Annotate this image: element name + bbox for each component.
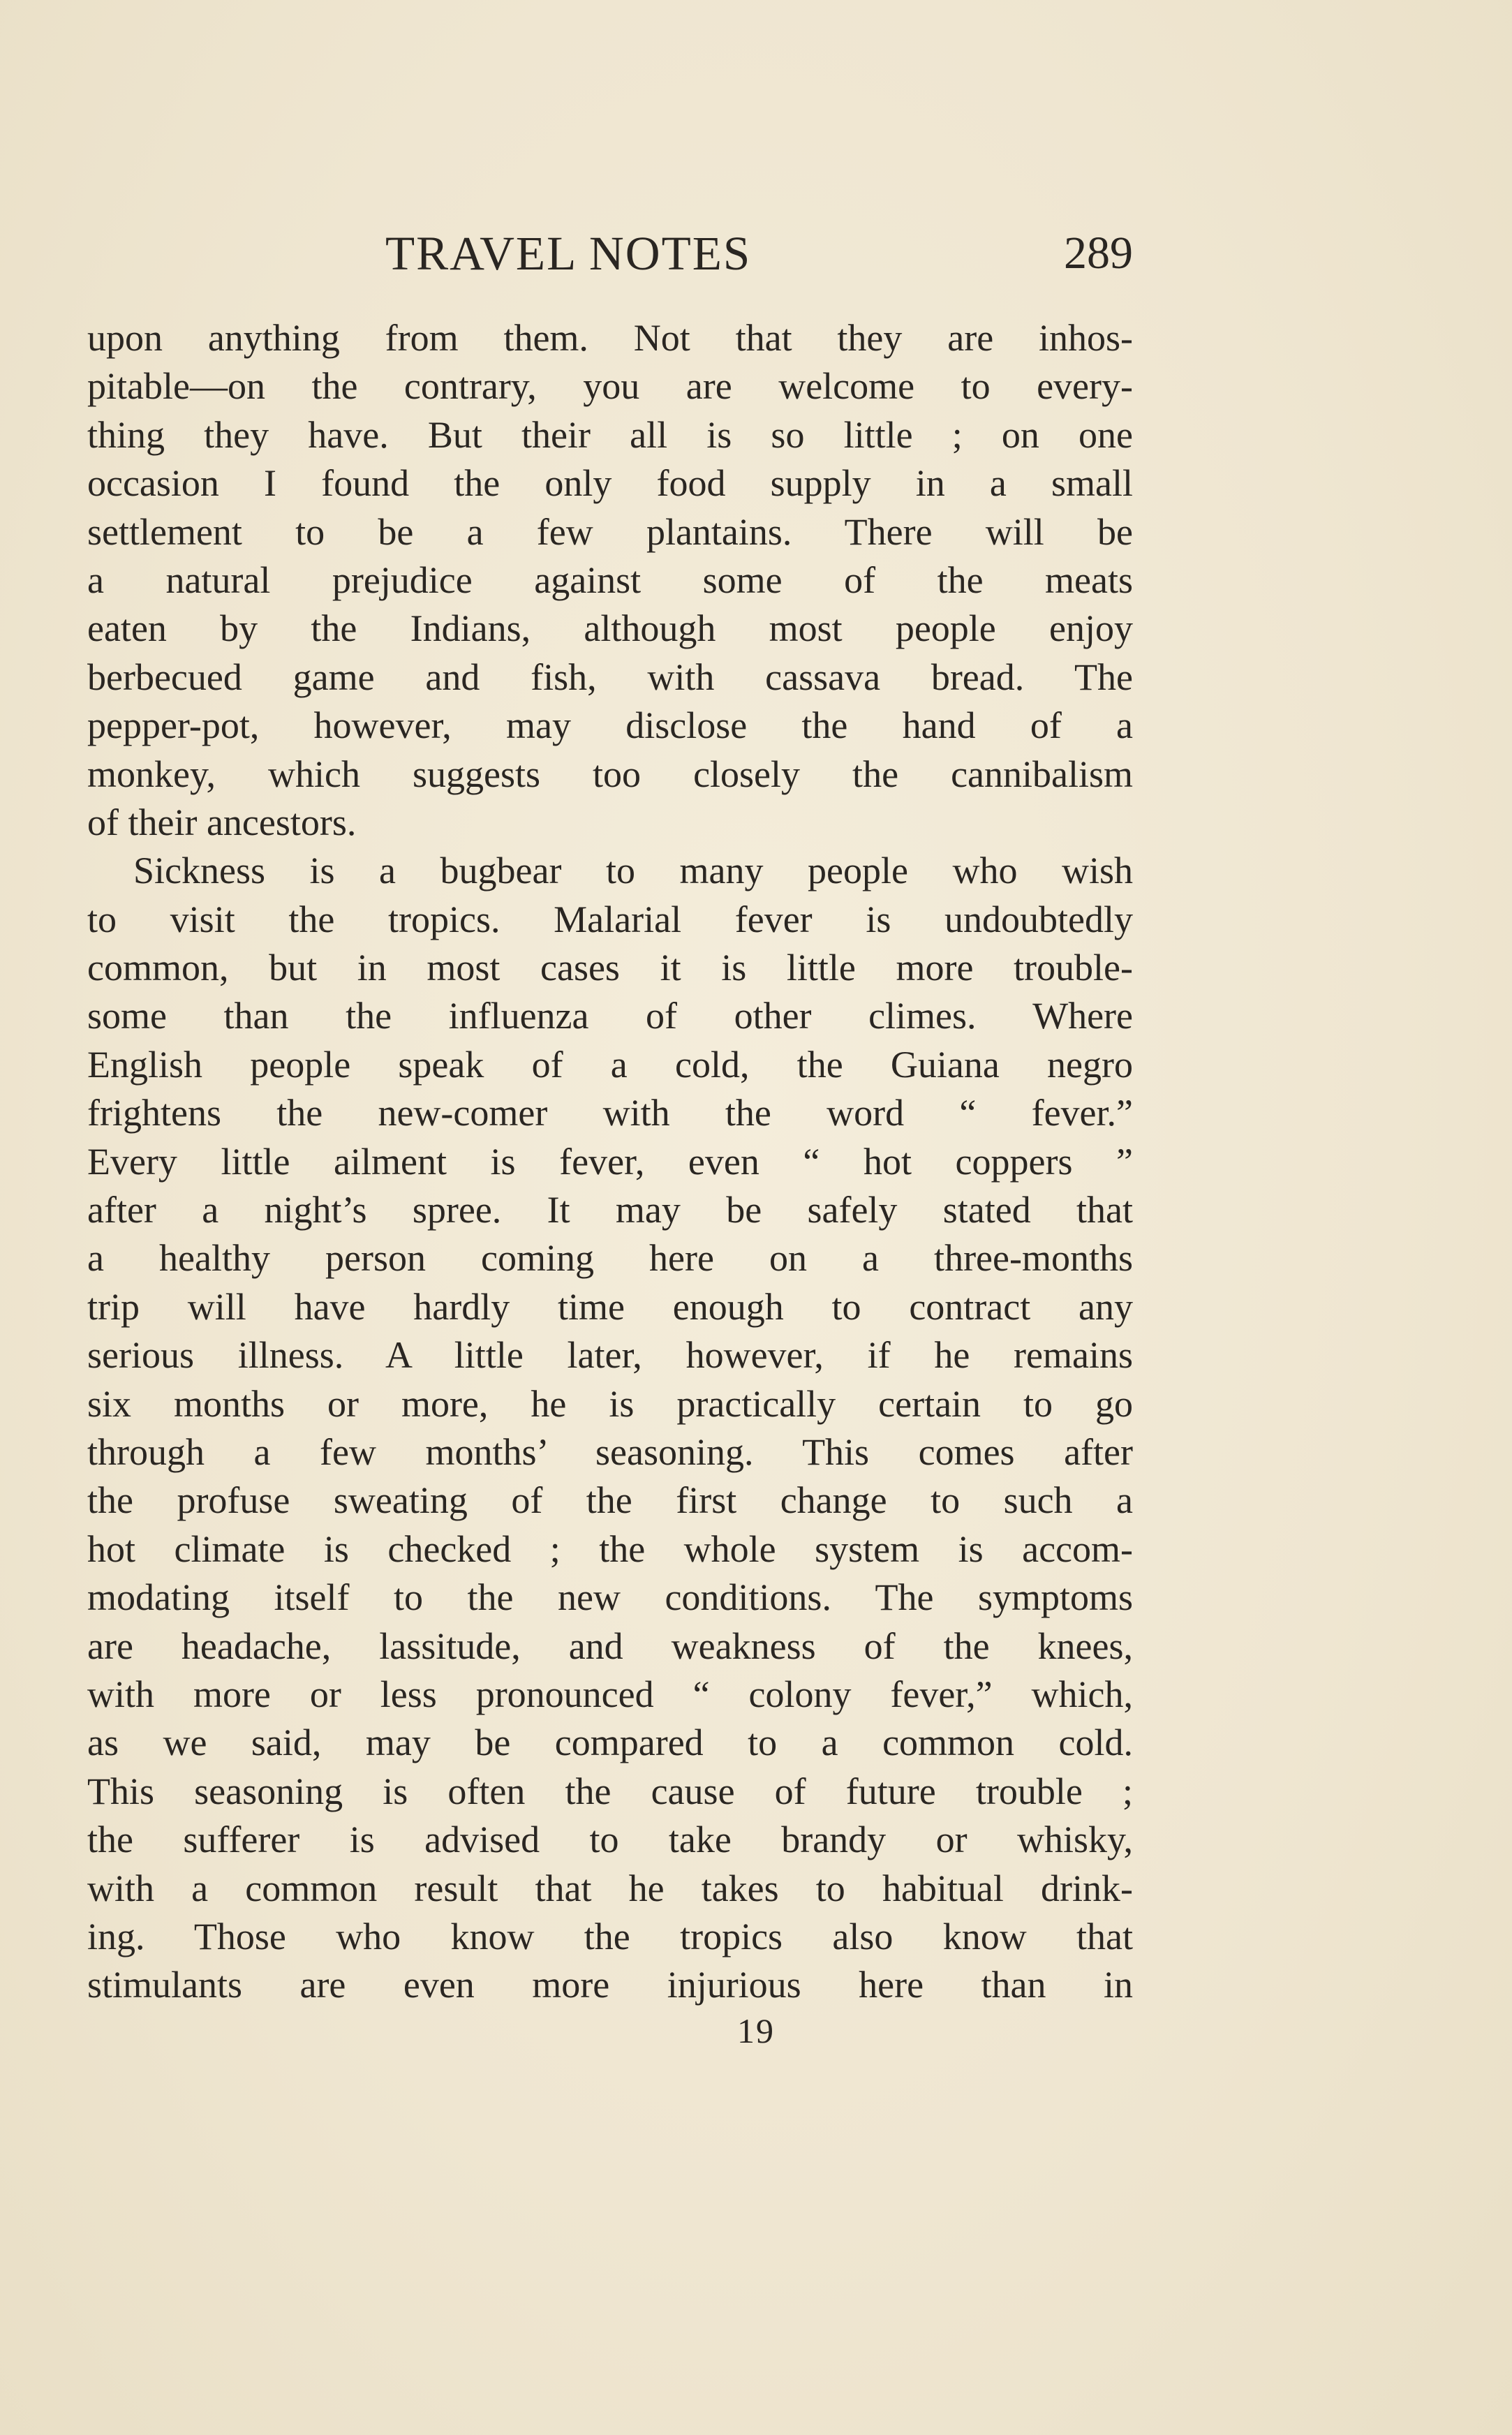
text-line: with more or less pronounced “ colony fever,” which, (87, 1673, 1133, 1715)
text-line: as we said, may be compared to a common cold. (87, 1722, 1133, 1764)
text-line: a natural prejudice against some of the meats (87, 558, 1133, 601)
text-line: stimulants are even more injurious here than in (87, 1964, 1133, 2006)
running-title: TRAVEL NOTES (385, 227, 752, 280)
paragraph-end-line: of their ancestors. (87, 801, 357, 843)
text-line: ing. Those who know the tropics also know that (87, 1915, 1133, 1957)
text-line: pepper-pot, however, may disclose the hand of a (87, 704, 1133, 747)
text-line: This seasoning is often the cause of future trouble ; (87, 1770, 1133, 1812)
text-line: upon anything from them. Not that they are inhos- (87, 317, 1133, 359)
text-line: six months or more, he is practically certain to go (87, 1382, 1133, 1425)
text-line: after a night’s spree. It may be safely stated that (87, 1189, 1133, 1231)
text-line: trip will have hardly time enough to contract any (87, 1285, 1133, 1328)
text-line: the sufferer is advised to take brandy or whisky, (87, 1819, 1133, 1861)
text-line: are headache, lassitude, and weakness of the knees, (87, 1624, 1133, 1667)
text-line: with a common result that he takes to habitual drink- (87, 1867, 1133, 1909)
text-line: common, but in most cases it is little more trouble- (87, 947, 1133, 989)
text-line: to visit the tropics. Malarial fever is undoubtedly (87, 898, 1133, 940)
text-line: pitable—on the contrary, you are welcome to every- (87, 365, 1133, 408)
text-line: through a few months’ seasoning. This comes after (87, 1430, 1133, 1473)
text-line: hot climate is checked ; the whole system is accom- (87, 1527, 1133, 1570)
text-line: English people speak of a cold, the Guiana negro (87, 1043, 1133, 1086)
text-line: eaten by the Indians, although most people enjoy (87, 607, 1133, 650)
text-line: settlement to be a few plantains. There will be (87, 510, 1133, 553)
text-line: a healthy person coming here on a three-months (87, 1237, 1133, 1280)
text-line: frightens the new-comer with the word “ fever.” (87, 1092, 1133, 1134)
text-line: Every little ailment is fever, even “ hot coppers ” (87, 1140, 1133, 1183)
page-number: 289 (1064, 228, 1133, 279)
text-line: berbecued game and fish, with cassava bread. The (87, 656, 1133, 698)
text-line: occasion I found the only food supply in a small (87, 462, 1133, 505)
page-header (87, 222, 1133, 285)
text-line: some than the influenza of other climes. Where (87, 995, 1133, 1037)
text-line: the profuse sweating of the first change to such a (87, 1479, 1133, 1522)
text-line: serious illness. A little later, however, if he remains (87, 1334, 1133, 1377)
text-line: thing they have. But their all is so little ; on one (87, 413, 1133, 456)
paragraph-start-line: Sickness is a bugbear to many people who wish (133, 850, 1133, 892)
signature-mark: 19 (737, 2011, 775, 2050)
text-line: modating itself to the new conditions. The symptoms (87, 1576, 1133, 1619)
text-line: monkey, which suggests too closely the cannibalism (87, 753, 1133, 795)
body-text (87, 314, 1133, 2010)
